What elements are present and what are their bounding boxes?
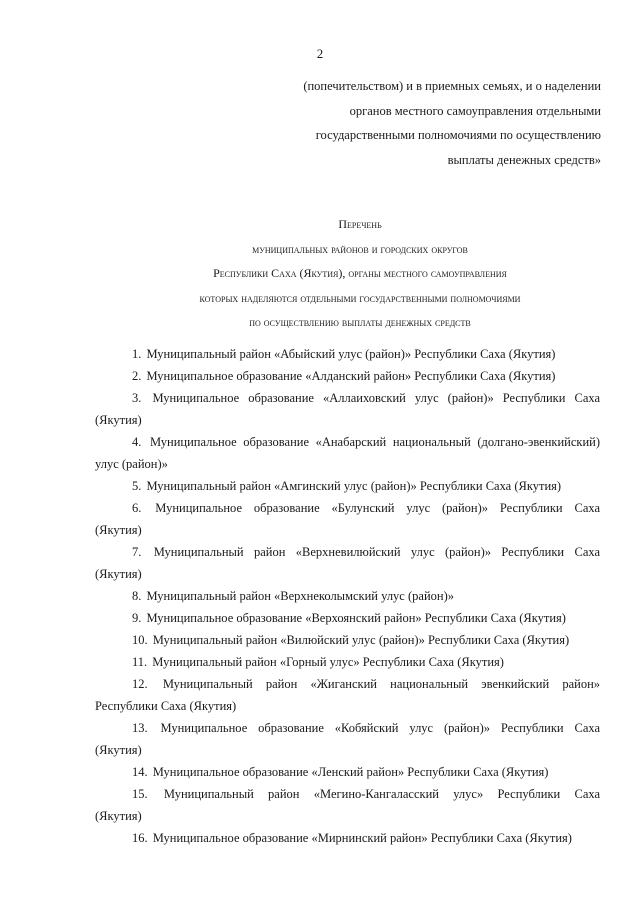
list-item-text: Муниципальное образование «Верхоянский район» Республики Саха (Якутия) bbox=[146, 611, 566, 625]
list-item bbox=[95, 387, 600, 431]
list-item bbox=[95, 541, 600, 585]
title-line: муниципальных районов и городских округов bbox=[252, 241, 468, 256]
list-item-continuation: (Якутия) bbox=[95, 743, 142, 757]
list-item bbox=[95, 717, 600, 761]
header-continuation bbox=[261, 74, 601, 172]
list-item-number: 15. bbox=[132, 787, 148, 801]
list-item bbox=[95, 827, 600, 849]
header-line: органов местного самоуправления отдельными bbox=[349, 103, 601, 118]
list-item-number: 13. bbox=[132, 721, 148, 735]
list-item-text: Муниципальное образование «Анабарский национальный (долгано-эвенкийский) bbox=[149, 435, 600, 449]
list-item-continuation: (Якутия) bbox=[95, 567, 142, 581]
list-item bbox=[95, 673, 600, 717]
list-item bbox=[95, 607, 600, 629]
header-line: (попечительством) и в приемных семьях, и о наделении bbox=[303, 79, 601, 93]
list-item-text: Муниципальный район «Мегино-Кангаласский улус» Республики Саха bbox=[163, 787, 600, 801]
list-item-number: 4. bbox=[132, 435, 142, 449]
list-item-text: Муниципальный район «Верхнеколымский улус (район)» bbox=[146, 589, 454, 603]
list-item bbox=[95, 343, 600, 365]
list-item-number: 8. bbox=[132, 589, 142, 603]
list-item-text: Муниципальный район «Жиганский национальный эвенкийский район» bbox=[162, 677, 601, 691]
page-number: 2 bbox=[316, 46, 324, 61]
list-item-number: 11. bbox=[132, 655, 148, 669]
list-item-text: Муниципальное образование «Ленский район» Республики Саха (Якутия) bbox=[152, 765, 549, 779]
list-item-continuation: улус (район)» bbox=[95, 457, 168, 471]
list-item bbox=[95, 761, 600, 783]
list-item-number: 14. bbox=[132, 765, 148, 779]
header-line: выплаты денежных средств» bbox=[447, 152, 601, 167]
list-item-text: Муниципальное образование «Мирнинский район» Республики Саха (Якутия) bbox=[152, 831, 572, 845]
list-item-text: Муниципальное образование «Кобяйский улус (район)» Республики Саха bbox=[160, 721, 600, 735]
list-item-text: Муниципальный район «Амгинский улус (район)» Республики Саха (Якутия) bbox=[146, 479, 562, 493]
list-item-text: Муниципальный район «Абыйский улус (район)» Республики Саха (Якутия) bbox=[146, 347, 556, 361]
list-item-number: 16. bbox=[132, 831, 148, 845]
list-item-number: 6. bbox=[132, 501, 142, 515]
list-item-text: Муниципальный район «Горный улус» Республики Саха (Якутия) bbox=[152, 655, 504, 669]
list-item-text: Муниципальное образование «Аллаиховский улус (район)» Республики Саха bbox=[152, 391, 601, 405]
header-line: государственными полномочиями по осуществлению bbox=[315, 128, 601, 142]
title-line: Перечень bbox=[338, 217, 382, 231]
list-item-number: 1. bbox=[132, 347, 142, 361]
list-item bbox=[95, 431, 600, 475]
title-line: которых наделяются отдельными государственными полномочиями bbox=[199, 290, 521, 305]
list-item-continuation: (Якутия) bbox=[95, 413, 142, 427]
list-item bbox=[95, 585, 600, 607]
list-item bbox=[95, 497, 600, 541]
municipality-list bbox=[95, 343, 600, 849]
list-item bbox=[95, 651, 600, 673]
list-item-continuation: Республики Саха (Якутия) bbox=[95, 699, 237, 713]
title-line: по осуществлению выплаты денежных средств bbox=[249, 315, 471, 329]
list-item-number: 9. bbox=[132, 611, 142, 625]
list-item-number: 5. bbox=[132, 479, 142, 493]
list-item-number: 7. bbox=[132, 545, 142, 559]
list-item bbox=[95, 783, 600, 827]
list-item-text: Муниципальный район «Вилюйский улус (район)» Республики Саха (Якутия) bbox=[152, 633, 570, 647]
list-item-number: 12. bbox=[132, 677, 148, 691]
list-item-number: 10. bbox=[132, 633, 148, 647]
list-item bbox=[95, 629, 600, 651]
list-item-number: 2. bbox=[132, 369, 142, 383]
list-item-text: Муниципальное образование «Булунский улус (район)» Республики Саха bbox=[155, 501, 601, 515]
list-item bbox=[95, 365, 600, 387]
title-line: Республики Саха (Якутия), органы местного самоуправления bbox=[213, 266, 507, 280]
list-item bbox=[95, 475, 600, 497]
document-title bbox=[60, 212, 640, 335]
list-item-text: Муниципальный район «Верхневилюйский улус (район)» Республики Саха bbox=[153, 545, 600, 559]
list-item-number: 3. bbox=[132, 391, 142, 405]
list-item-text: Муниципальное образование «Алданский район» Республики Саха (Якутия) bbox=[146, 369, 556, 383]
list-item-continuation: (Якутия) bbox=[95, 523, 142, 537]
list-item-continuation: (Якутия) bbox=[95, 809, 142, 823]
